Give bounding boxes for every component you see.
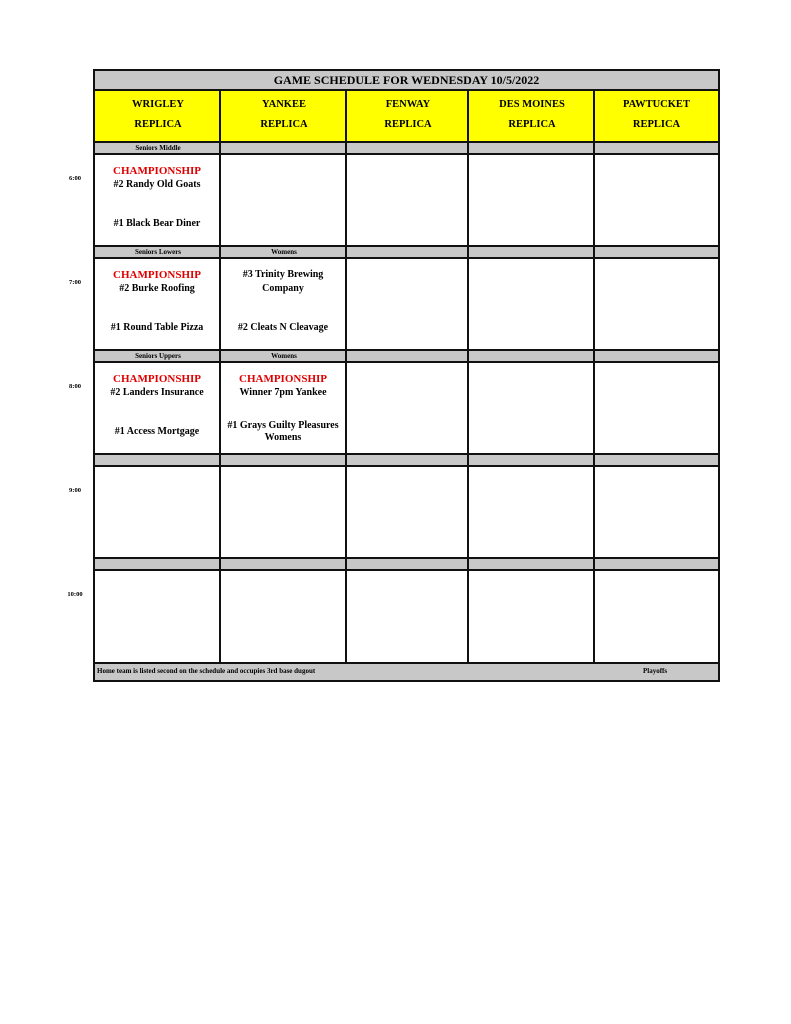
championship-label: CHAMPIONSHIP bbox=[113, 165, 201, 177]
championship-label: CHAMPIONSHIP bbox=[113, 373, 201, 385]
field-header-wrigley bbox=[95, 91, 221, 143]
division-label: Womens bbox=[271, 248, 297, 256]
footer-tag: Playoffs bbox=[643, 667, 668, 675]
column-divider bbox=[345, 91, 347, 662]
game-cell-wrigley-8pm bbox=[95, 363, 219, 453]
team-home: #1 Black Bear Diner bbox=[113, 218, 201, 229]
time-label-6pm: 6:00 bbox=[69, 175, 81, 182]
field-header-fenway bbox=[347, 91, 469, 143]
team-away: Winner 7pm Yankee bbox=[239, 387, 327, 398]
game-cell-wrigley-6pm bbox=[95, 155, 219, 245]
championship-label: CHAMPIONSHIP bbox=[113, 269, 201, 281]
championship-label: CHAMPIONSHIP bbox=[239, 373, 327, 385]
field-header-pawtucket bbox=[595, 91, 718, 143]
field-sub: REPLICA bbox=[134, 119, 182, 130]
division-label: Womens bbox=[271, 352, 297, 360]
division-band-2 bbox=[95, 245, 718, 259]
field-sub: REPLICA bbox=[260, 119, 308, 130]
field-name: WRIGLEY bbox=[132, 99, 184, 110]
column-divider bbox=[593, 91, 595, 662]
time-label-10pm: 10:00 bbox=[67, 591, 83, 598]
schedule-footer bbox=[95, 662, 718, 680]
field-name: FENWAY bbox=[385, 99, 431, 110]
division-band-4 bbox=[95, 453, 718, 467]
field-header-des-moines bbox=[469, 91, 595, 143]
field-name: YANKEE bbox=[262, 99, 306, 110]
field-name: DES MOINES bbox=[499, 99, 565, 110]
team-away: #2 Randy Old Goats bbox=[113, 179, 201, 190]
division-band-5 bbox=[95, 557, 718, 571]
division-label: Seniors Middle bbox=[135, 144, 181, 152]
schedule-title: GAME SCHEDULE FOR WEDNESDAY 10/5/2022 bbox=[95, 71, 718, 91]
field-name: PAWTUCKET bbox=[623, 99, 690, 110]
schedule-table bbox=[93, 69, 720, 682]
team-away: #3 Trinity Brewing bbox=[242, 269, 324, 280]
game-cell-wrigley-7pm bbox=[95, 259, 219, 349]
footer-note: Home team is listed second on the schedule and occupies 3rd base dugout bbox=[97, 667, 316, 675]
time-label-7pm: 7:00 bbox=[69, 279, 81, 286]
division-band-1 bbox=[95, 141, 718, 155]
division-band-3 bbox=[95, 349, 718, 363]
division-label: Seniors Lowers bbox=[134, 248, 182, 256]
time-label-9pm: 9:00 bbox=[69, 487, 81, 494]
team-away: #2 Burke Roofing bbox=[119, 283, 195, 294]
field-sub: REPLICA bbox=[632, 119, 681, 130]
team-home: #1 Round Table Pizza bbox=[110, 322, 204, 333]
field-sub: REPLICA bbox=[508, 119, 556, 130]
team-home: #1 Grays Guilty Pleasures bbox=[227, 420, 339, 431]
team-away: #2 Landers Insurance bbox=[110, 387, 204, 398]
game-cell-yankee-7pm bbox=[221, 259, 345, 349]
team-away-cont: Company bbox=[262, 283, 304, 294]
field-sub: REPLICA bbox=[384, 119, 432, 130]
team-home-cont: Womens bbox=[264, 432, 302, 443]
team-home: #1 Access Mortgage bbox=[114, 426, 200, 437]
division-label: Seniors Uppers bbox=[135, 352, 181, 360]
column-divider bbox=[467, 91, 469, 662]
time-label-8pm: 8:00 bbox=[69, 383, 81, 390]
game-cell-yankee-8pm bbox=[221, 363, 345, 453]
team-home: #2 Cleats N Cleavage bbox=[237, 322, 329, 333]
field-header-yankee bbox=[221, 91, 347, 143]
